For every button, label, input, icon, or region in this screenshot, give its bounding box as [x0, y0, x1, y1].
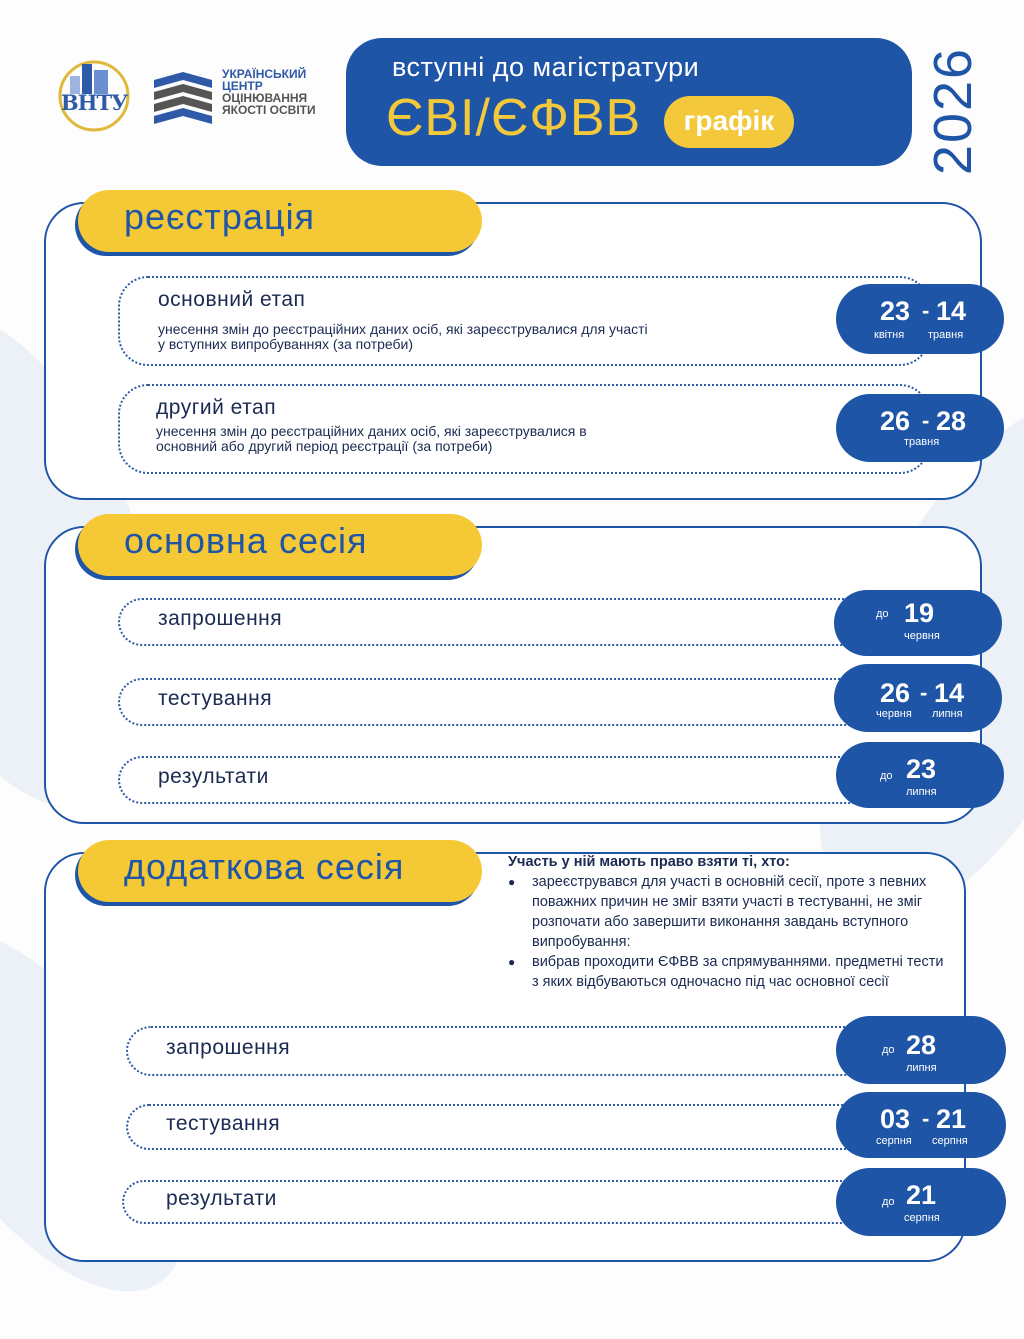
main-session-row-testing [118, 678, 930, 726]
section-title: основна сесія [124, 520, 368, 561]
ucoyo-logo [150, 68, 320, 132]
info-heading: Участь у ній мають право взяти ті, хто: [508, 854, 790, 870]
registration-row-second [118, 384, 930, 474]
vntu-logo: ВНТУ [52, 56, 136, 134]
date-badge: до 28 липня [836, 1016, 1006, 1084]
row-title: тестування [158, 687, 273, 710]
date-badge: 03 - 21 серпня серпня [836, 1092, 1006, 1158]
main-session-title-pill [78, 514, 482, 576]
ucoyo-line: ОЦІНЮВАННЯ [222, 91, 308, 105]
extra-session-row-testing [126, 1104, 930, 1150]
row-title: тестування [166, 1112, 281, 1135]
date-badge: до 21 серпня [836, 1168, 1006, 1236]
row-desc: основний або другий період реєстрації (за потреби) [156, 438, 493, 454]
year-label: 2026 [923, 46, 983, 176]
info-bullet: ● зареєструвався для участі в основній сесії, проте з певних поважних причин не зміг взяти участі в тестуванні, не зміг розпочати або завершити виконання завдань вступного випробування: [508, 872, 972, 952]
main-session-row-results [118, 756, 930, 804]
date-badge: 26 - 28 травня [836, 394, 1004, 462]
section-title: реєстрація [124, 196, 316, 237]
eligibility-info [508, 852, 968, 992]
registration-title-pill [78, 190, 482, 252]
main-session-row-invitation [118, 598, 930, 646]
main-title: ЄВІ/ЄФВВ [386, 89, 642, 147]
row-desc: унесення змін до реєстраційних даних осіб, які зареєструвалися в [156, 423, 587, 439]
extra-session-title-pill [78, 840, 482, 902]
subtitle: вступні до магістратури [392, 52, 700, 82]
date-badge: до 19 червня [834, 590, 1002, 656]
row-title: основний етап [158, 288, 306, 311]
row-desc: у вступних випробуваннях (за потреби) [158, 336, 414, 352]
date-badge: 26 - 14 червня липня [834, 664, 1002, 732]
date-badge: 23 - 14 квітня травня [836, 284, 1004, 354]
row-title: другий етап [156, 396, 277, 419]
ucoyo-line: ЯКОСТІ ОСВІТИ [222, 103, 316, 117]
row-title: запрошення [166, 1036, 291, 1059]
extra-session-row-invitation [126, 1026, 930, 1076]
ucoyo-line: ЦЕНТР [222, 79, 263, 93]
title-banner [346, 38, 912, 166]
date-badge: до 23 липня [836, 742, 1004, 808]
extra-session-row-results [122, 1180, 930, 1224]
row-title: результати [158, 765, 269, 788]
section-title: додаткова сесія [124, 846, 405, 887]
ucoyo-line: УКРАЇНСЬКИЙ [222, 67, 307, 81]
row-title: запрошення [158, 607, 283, 630]
row-title: результати [166, 1187, 277, 1210]
schedule-badge: графік [664, 96, 794, 148]
registration-row-main [118, 276, 930, 366]
info-bullet: ● вибрав проходити ЄФВВ за спрямуваннями. предметні тести з яких відбуваються одночасно під час основної сесії [508, 952, 952, 992]
row-desc: унесення змін до реєстраційних даних осіб, які зареєструвалися для участі [158, 321, 648, 337]
